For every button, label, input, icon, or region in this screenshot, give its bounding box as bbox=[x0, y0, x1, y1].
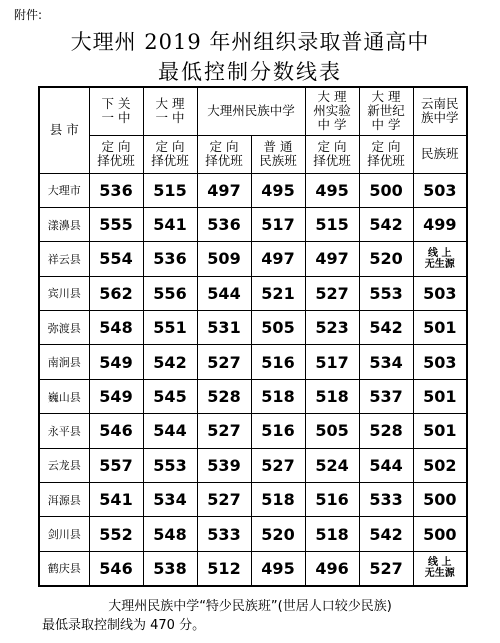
score-cell: 542 bbox=[359, 311, 413, 345]
county-cell: 漾濞县 bbox=[39, 207, 89, 241]
class-header: 定 向 择优班 bbox=[359, 135, 413, 173]
score-cell: 527 bbox=[197, 414, 251, 448]
no-applicant-note: 线 上 无生源 bbox=[413, 551, 467, 585]
county-header: 县 市 bbox=[39, 87, 89, 173]
score-cell: 518 bbox=[251, 379, 305, 413]
score-cell: 517 bbox=[251, 207, 305, 241]
school-header-minzu: 大理州民族中学 bbox=[197, 87, 305, 135]
score-cell: 536 bbox=[197, 207, 251, 241]
score-cell: 537 bbox=[359, 379, 413, 413]
county-cell: 大理市 bbox=[39, 173, 89, 207]
county-cell: 巍山县 bbox=[39, 379, 89, 413]
table-row bbox=[39, 414, 467, 448]
score-cell: 520 bbox=[359, 242, 413, 276]
county-cell: 剑川县 bbox=[39, 517, 89, 551]
class-header: 定 向 择优班 bbox=[143, 135, 197, 173]
score-cell: 505 bbox=[251, 311, 305, 345]
table-row bbox=[39, 242, 467, 276]
table-row bbox=[39, 345, 467, 379]
score-cell: 501 bbox=[413, 311, 467, 345]
score-cell: 518 bbox=[251, 483, 305, 517]
score-cell: 528 bbox=[359, 414, 413, 448]
school-header-dali-yizhong: 大 理 一 中 bbox=[143, 87, 197, 135]
county-cell: 南涧县 bbox=[39, 345, 89, 379]
table-row bbox=[39, 276, 467, 310]
score-cell: 556 bbox=[143, 276, 197, 310]
table-row bbox=[39, 483, 467, 517]
score-cell: 495 bbox=[251, 173, 305, 207]
score-cell: 528 bbox=[197, 379, 251, 413]
score-cell: 548 bbox=[89, 311, 143, 345]
score-cell: 542 bbox=[359, 207, 413, 241]
score-cell: 497 bbox=[251, 242, 305, 276]
class-header: 定 向 择优班 bbox=[305, 135, 359, 173]
score-cell: 500 bbox=[359, 173, 413, 207]
score-cell: 499 bbox=[413, 207, 467, 241]
table-row bbox=[39, 207, 467, 241]
page-subtitle: 最低控制分数线表 bbox=[158, 60, 342, 84]
score-cell: 555 bbox=[89, 207, 143, 241]
score-cell: 497 bbox=[197, 173, 251, 207]
score-cell: 500 bbox=[413, 517, 467, 551]
school-header-yunnan-minzu: 云南民 族中学 bbox=[413, 87, 467, 135]
score-cell: 512 bbox=[197, 551, 251, 585]
score-cell: 557 bbox=[89, 448, 143, 482]
score-cell: 534 bbox=[359, 345, 413, 379]
attachment-label: 附件: bbox=[14, 8, 43, 22]
score-cell: 533 bbox=[197, 517, 251, 551]
score-cell: 495 bbox=[251, 551, 305, 585]
score-cell: 527 bbox=[305, 276, 359, 310]
county-cell: 洱源县 bbox=[39, 483, 89, 517]
table-row bbox=[39, 379, 467, 413]
table-row bbox=[39, 517, 467, 551]
county-cell: 鹤庆县 bbox=[39, 551, 89, 585]
score-cell: 536 bbox=[143, 242, 197, 276]
score-cell: 527 bbox=[359, 551, 413, 585]
score-cell: 527 bbox=[197, 345, 251, 379]
score-cell: 539 bbox=[197, 448, 251, 482]
score-cell: 501 bbox=[413, 414, 467, 448]
county-cell: 弥渡县 bbox=[39, 311, 89, 345]
table-row bbox=[39, 551, 467, 585]
score-cell: 554 bbox=[89, 242, 143, 276]
table-row bbox=[39, 311, 467, 345]
score-cell: 542 bbox=[143, 345, 197, 379]
score-cell: 536 bbox=[89, 173, 143, 207]
score-cell: 549 bbox=[89, 379, 143, 413]
table-row bbox=[39, 173, 467, 207]
score-cell: 545 bbox=[143, 379, 197, 413]
county-cell: 宾川县 bbox=[39, 276, 89, 310]
score-cell: 523 bbox=[305, 311, 359, 345]
score-cell: 549 bbox=[89, 345, 143, 379]
score-cell: 552 bbox=[89, 517, 143, 551]
score-cell: 509 bbox=[197, 242, 251, 276]
no-applicant-note: 线 上 无生源 bbox=[413, 242, 467, 276]
score-cell: 546 bbox=[89, 414, 143, 448]
score-cell: 502 bbox=[413, 448, 467, 482]
score-cell: 562 bbox=[89, 276, 143, 310]
score-cell: 501 bbox=[413, 379, 467, 413]
score-cell: 527 bbox=[251, 448, 305, 482]
class-header: 民族班 bbox=[413, 135, 467, 173]
score-cell: 544 bbox=[359, 448, 413, 482]
score-cell: 515 bbox=[143, 173, 197, 207]
score-cell: 516 bbox=[251, 345, 305, 379]
score-cell: 518 bbox=[305, 379, 359, 413]
score-cell: 517 bbox=[305, 345, 359, 379]
class-header: 定 向 择优班 bbox=[89, 135, 143, 173]
score-cell: 503 bbox=[413, 173, 467, 207]
score-cell: 553 bbox=[143, 448, 197, 482]
score-cell: 544 bbox=[197, 276, 251, 310]
score-cell: 500 bbox=[413, 483, 467, 517]
score-cell: 542 bbox=[359, 517, 413, 551]
school-header-xinshiji: 大 理 新世纪 中 学 bbox=[359, 87, 413, 135]
score-cell: 531 bbox=[197, 311, 251, 345]
score-cell: 546 bbox=[89, 551, 143, 585]
header-row-schools bbox=[39, 87, 467, 135]
school-header-shiyan: 大 理 州实验 中 学 bbox=[305, 87, 359, 135]
score-cell: 548 bbox=[143, 517, 197, 551]
score-cell: 538 bbox=[143, 551, 197, 585]
county-cell: 云龙县 bbox=[39, 448, 89, 482]
score-table bbox=[38, 86, 468, 587]
score-cell: 518 bbox=[305, 517, 359, 551]
score-cell: 527 bbox=[197, 483, 251, 517]
score-cell: 541 bbox=[89, 483, 143, 517]
page-title: 大理州 2019 年州组织录取普通高中 bbox=[70, 30, 430, 54]
class-header: 普 通 民族班 bbox=[251, 135, 305, 173]
score-cell: 497 bbox=[305, 242, 359, 276]
score-cell: 495 bbox=[305, 173, 359, 207]
score-cell: 544 bbox=[143, 414, 197, 448]
score-cell: 551 bbox=[143, 311, 197, 345]
score-cell: 505 bbox=[305, 414, 359, 448]
school-header-xiaguan: 下 关 一 中 bbox=[89, 87, 143, 135]
score-cell: 534 bbox=[143, 483, 197, 517]
score-cell: 503 bbox=[413, 276, 467, 310]
score-cell: 515 bbox=[305, 207, 359, 241]
score-cell: 541 bbox=[143, 207, 197, 241]
table-row bbox=[39, 448, 467, 482]
score-cell: 516 bbox=[251, 414, 305, 448]
county-cell: 祥云县 bbox=[39, 242, 89, 276]
score-cell: 520 bbox=[251, 517, 305, 551]
header-row-classes bbox=[39, 135, 467, 173]
score-cell: 496 bbox=[305, 551, 359, 585]
score-cell: 533 bbox=[359, 483, 413, 517]
class-header: 定 向 择优班 bbox=[197, 135, 251, 173]
county-cell: 永平县 bbox=[39, 414, 89, 448]
score-cell: 553 bbox=[359, 276, 413, 310]
score-cell: 524 bbox=[305, 448, 359, 482]
footer-note-line2: 最低录取控制线为 470 分。 bbox=[42, 618, 206, 633]
score-cell: 521 bbox=[251, 276, 305, 310]
footer-note: 大理州民族中学“特少民族班”(世居人口较少民族) bbox=[108, 599, 392, 614]
score-cell: 516 bbox=[305, 483, 359, 517]
score-cell: 503 bbox=[413, 345, 467, 379]
